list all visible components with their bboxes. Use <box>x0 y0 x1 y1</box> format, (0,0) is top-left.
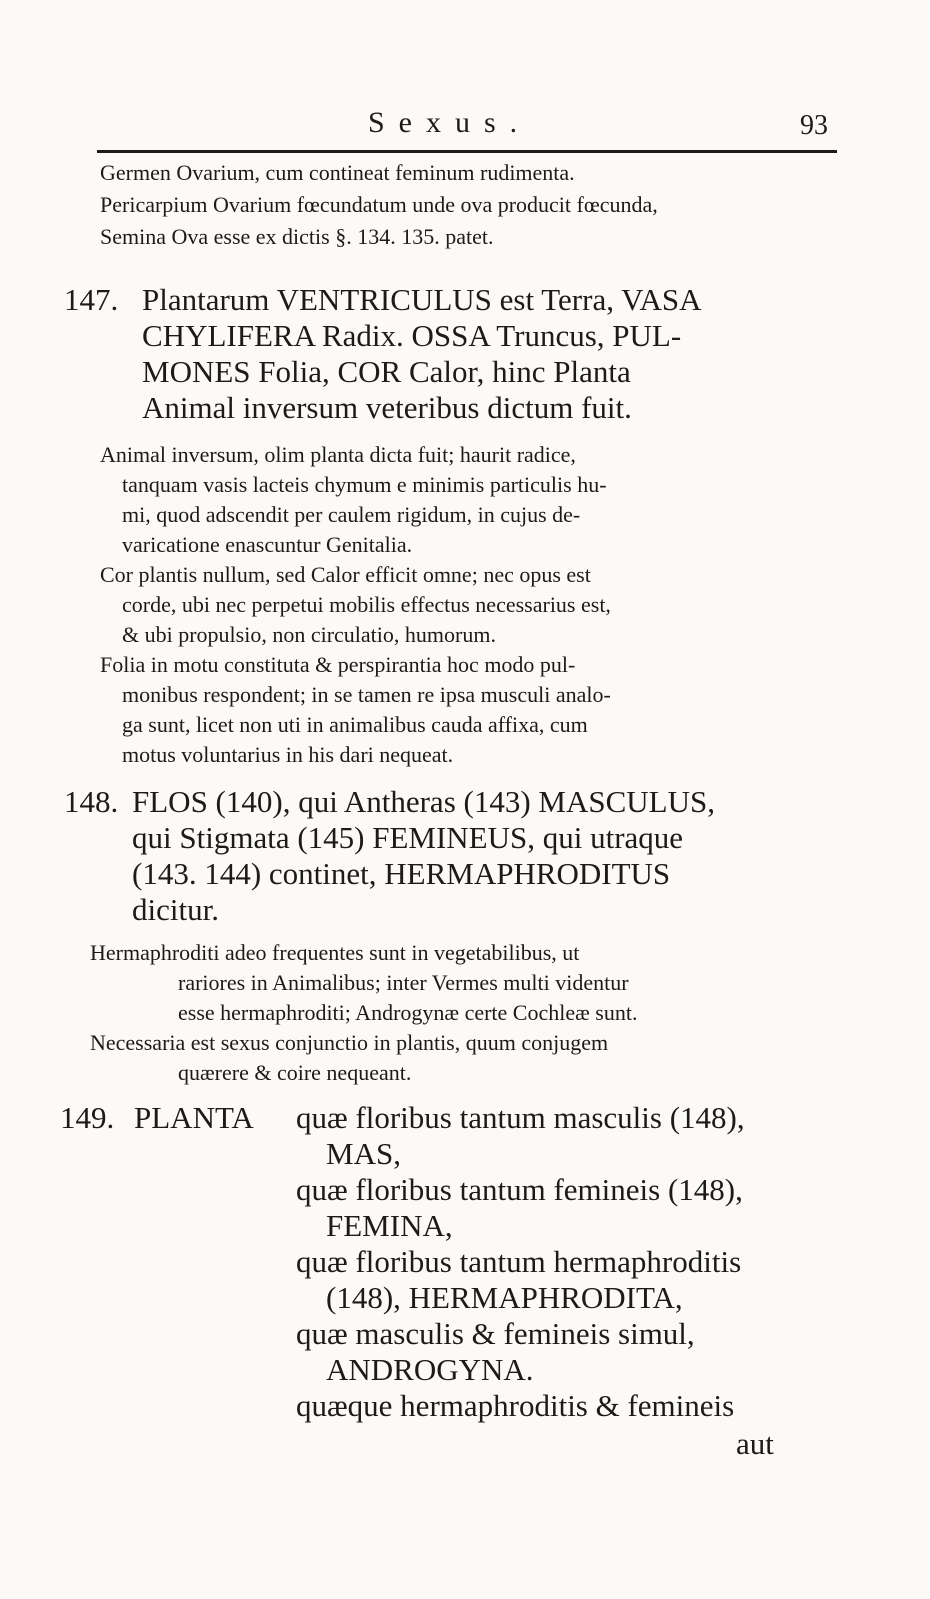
note-line: tanquam vasis lacteis chymum e minimis particulis hu- <box>122 472 607 497</box>
intro-line: Pericarpium Ovarium fœcundatum unde ova producit fœcunda, <box>100 192 658 217</box>
running-title: Sexus. <box>368 106 532 139</box>
note-line: Hermaphroditi adeo frequentes sunt in vegetabilibus, ut <box>90 940 580 965</box>
section-line: quæque hermaphroditis & femineis <box>296 1388 735 1423</box>
section-line: qui Stigmata (145) FEMINEUS, qui utraque <box>132 820 684 855</box>
section-line: (148), HERMAPHRODITA, <box>326 1280 683 1315</box>
note-line: Folia in motu constituta & perspirantia hoc modo pul- <box>100 652 576 677</box>
note-line: Necessaria est sexus conjunctio in plantis, quum conjugem <box>90 1030 609 1055</box>
section-lead: PLANTA <box>134 1100 254 1135</box>
catchword: aut <box>736 1426 774 1461</box>
note-line: motus voluntarius in his dari nequeat. <box>122 742 454 767</box>
section-number: 149. <box>60 1100 115 1135</box>
section-number: 147. <box>64 282 119 317</box>
section-line: quæ masculis & femineis simul, <box>296 1316 695 1351</box>
section-line: Plantarum VENTRICULUS est Terra, VASA <box>142 282 702 317</box>
section-line: quæ floribus tantum hermaphroditis <box>296 1244 742 1279</box>
page-number: 93 <box>800 110 828 141</box>
section-line: CHYLIFERA Radix. OSSA Truncus, PUL- <box>142 318 682 353</box>
section-line: ANDROGYNA. <box>326 1352 534 1387</box>
intro-line: Germen Ovarium, cum contineat feminum rudimenta. <box>100 160 575 185</box>
running-header <box>0 106 930 146</box>
section-line: quæ floribus tantum masculis (148), <box>296 1100 745 1135</box>
note-line: quærere & coire nequeant. <box>178 1060 412 1085</box>
section-line: Animal inversum veteribus dictum fuit. <box>142 390 632 425</box>
section-line: quæ floribus tantum femineis (148), <box>296 1172 743 1207</box>
section-line: dicitur. <box>132 892 219 927</box>
note-line: ga sunt, licet non uti in animalibus cauda affixa, cum <box>122 712 588 737</box>
note-line: rariores in Animalibus; inter Vermes multi videntur <box>178 970 629 995</box>
note-line: varicatione enascuntur Genitalia. <box>122 532 413 557</box>
note-line: mi, quod adscendit per caulem rigidum, in cujus de- <box>122 502 581 527</box>
section-line: FEMINA, <box>326 1208 453 1243</box>
section-line: FLOS (140), qui Antheras (143) MASCULUS, <box>132 784 715 819</box>
note-line: esse hermaphroditi; Androgynæ certe Cochleæ sunt. <box>178 1000 638 1025</box>
note-line: & ubi propulsio, non circulatio, humorum. <box>122 622 496 647</box>
note-line: monibus respondent; in se tamen re ipsa musculi analo- <box>122 682 611 707</box>
section-line: (143. 144) continet, HERMAPHRODITUS <box>132 856 671 891</box>
section-number: 148. <box>64 784 119 819</box>
note-line: Cor plantis nullum, sed Calor efficit omne; nec opus est <box>100 562 591 587</box>
intro-line: Semina Ova esse ex dictis §. 134. 135. patet. <box>100 224 494 249</box>
note-line: Animal inversum, olim planta dicta fuit; haurit radice, <box>100 442 576 467</box>
header-rule <box>97 150 837 153</box>
section-line: MONES Folia, COR Calor, hinc Planta <box>142 354 631 389</box>
note-line: corde, ubi nec perpetui mobilis effectus necessarius est, <box>122 592 611 617</box>
section-line: MAS, <box>326 1136 401 1171</box>
